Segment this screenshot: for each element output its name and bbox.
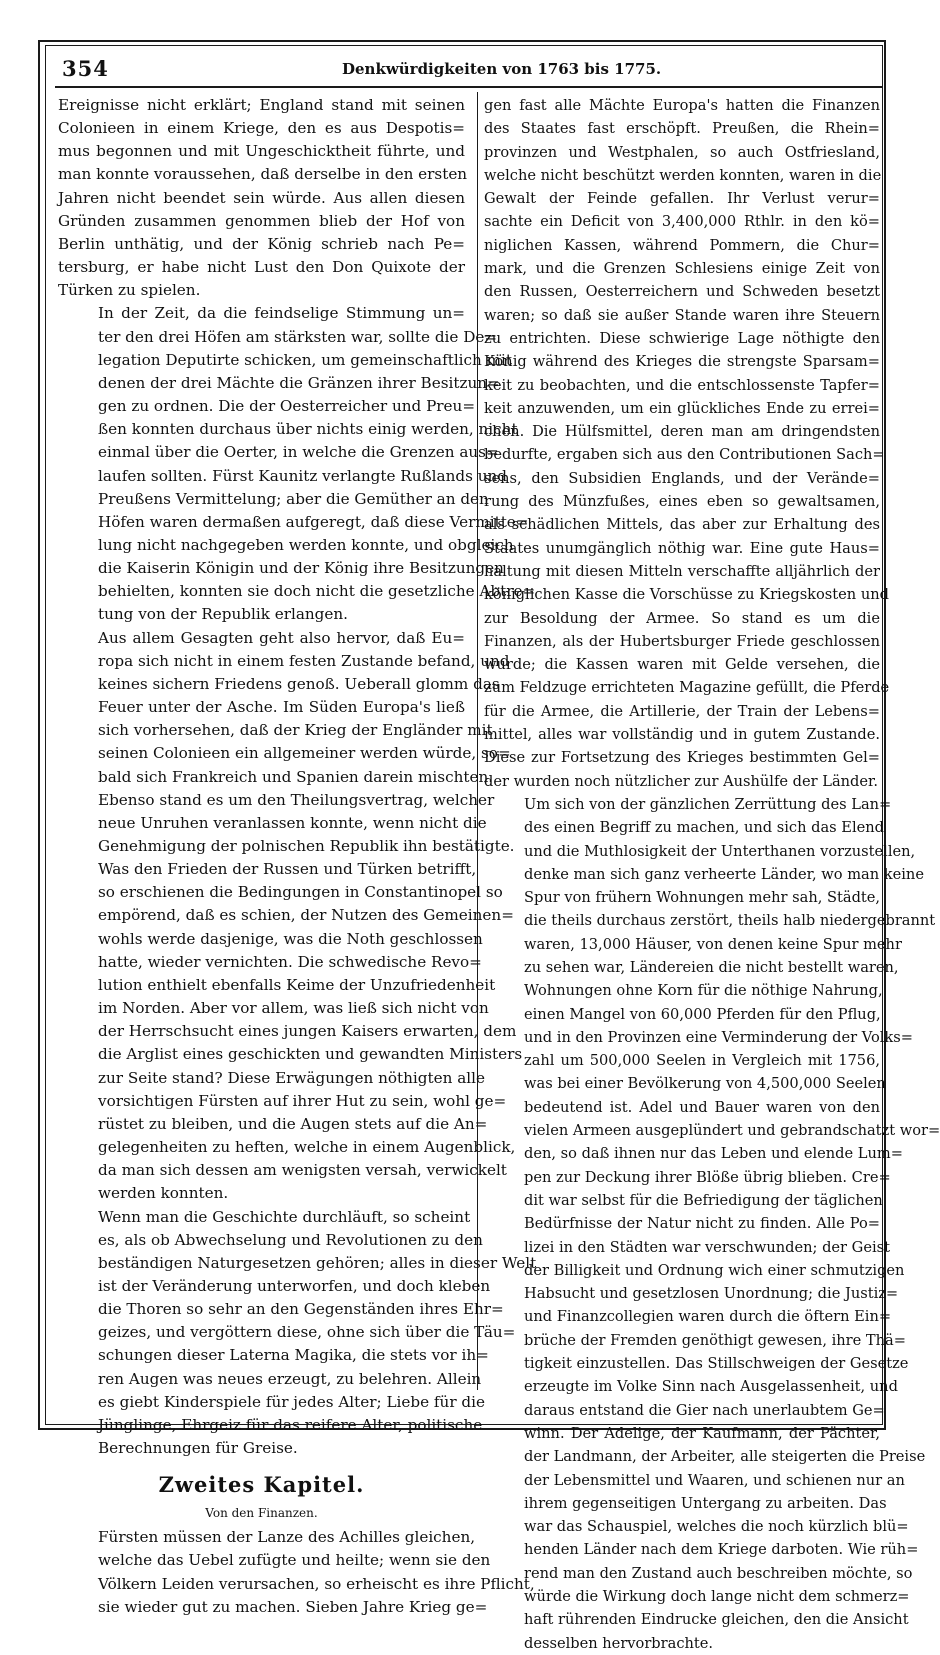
text-line: keines sichern Friedens genoß. Ueberall glomm das	[98, 674, 500, 693]
text-line: tung von der Republik erlangen.	[98, 605, 349, 624]
text-line: Was den Frieden der Russen und Türken betrifft,	[98, 860, 477, 879]
text-line: Feuer unter der Asche. Im Süden Europa's ließ	[98, 698, 465, 717]
text-line: den Russen, Oesterreichern und Schweden besetzt	[484, 283, 880, 301]
text-line: behielten, konnten sie doch nicht die gesetzliche Abtre=	[98, 582, 536, 601]
text-line: König während des Krieges die strengste Sparsam=	[484, 353, 880, 371]
text-line: wurde; die Kassen waren mit Gelde versehen, die	[484, 656, 880, 674]
text-line: im Norden. Aber vor allem, was ließ sich nicht von	[98, 999, 489, 1018]
text-line: königlichen Kasse die Vorschüsse zu Kriegskosten und	[484, 586, 889, 604]
chapter-title: Zweites Kapitel.	[158, 1472, 365, 1498]
text-line: der wurden noch nützlicher zur Aushülfe der Länder.	[484, 772, 879, 790]
paragraph	[58, 94, 468, 302]
text-line: Finanzen, als der Hubertsburger Friede geschlossen	[484, 632, 880, 650]
text-line: mark, und die Grenzen Schlesiens einige Zeit von	[484, 260, 880, 278]
text-line: man konnte voraussehen, daß derselbe in den ersten	[58, 165, 468, 184]
text-line: haltung mit diesen Mitteln verschaffte alljährlich der	[484, 562, 880, 580]
text-line: keit anzuwenden, um ein glückliches Ende zu errei=	[484, 399, 880, 417]
text-line: des einen Begriff zu machen, und sich das Elend	[524, 819, 885, 837]
text-line: Diese zur Fortsetzung des Krieges bestimmten Gel=	[484, 749, 880, 767]
text-line: Jünglinge, Ehrgeiz für das reifere Alter, politische	[98, 1415, 483, 1434]
text-line: da man sich dessen am wenigsten versah, verwickelt	[98, 1161, 507, 1180]
text-line: provinzen und Westphalen, so auch Ostfriesland,	[484, 143, 880, 161]
text-line: welche nicht beschützt werden konnten, waren in die	[484, 166, 882, 184]
text-line: bedurfte, ergaben sich aus den Contributionen Sach=	[484, 446, 885, 464]
text-line: Jahren nicht beendet sein würde. Aus allen diesen	[58, 188, 465, 207]
text-line: als schädlichen Mittels, das aber zur Erhaltung des	[484, 516, 880, 534]
header-rule	[55, 86, 883, 88]
text-line: Höfen waren dermaßen aufgeregt, daß diese Vermitte=	[98, 512, 529, 531]
text-line: der Herrschsucht eines jungen Kaisers erwarten, dem	[98, 1022, 517, 1041]
text-line: die Thoren so sehr an den Gegenständen ihres Ehr=	[98, 1300, 504, 1319]
text-line: des Staates fast erschöpft. Preußen, die Rhein=	[484, 120, 880, 138]
text-line: lung nicht nachgegeben werden konnte, und obgleich	[98, 535, 514, 554]
text-line: vielen Armeen ausgeplündert und gebrandschatzt wor=	[524, 1122, 940, 1140]
text-line: zum Feldzuge errichteten Magazine gefüllt, die Pferde	[484, 679, 890, 697]
text-line: zu entrichten. Diese schwierige Lage nöthigte den	[484, 329, 880, 347]
text-line: Um sich von der gänzlichen Zerrüttung des Lan=	[524, 795, 892, 813]
chapter-subtitle: Von den Finanzen.	[205, 1506, 318, 1521]
text-line: welche das Uebel zufügte und heilte; wenn sie den	[98, 1551, 491, 1570]
text-line: der Billigkeit und Ordnung wich einer schmutzigen	[524, 1261, 905, 1279]
text-line: laufen sollten. Fürst Kaunitz verlangte Rußlands und	[98, 466, 507, 485]
text-line: pen zur Deckung ihrer Blöße übrig blieben. Cre=	[524, 1168, 891, 1186]
text-line: die Kaiserin Königin und der König ihre Besitzungen	[98, 559, 504, 578]
text-line: zu sehen war, Ländereien die nicht bestellt waren,	[524, 958, 899, 976]
text-line: Habsucht und gesetzlosen Unordnung; die Justiz=	[524, 1285, 899, 1303]
text-line: tersburg, er habe nicht Lust den Don Quixote der	[58, 258, 465, 277]
text-line: lution enthielt ebenfalls Keime der Unzufriedenheit	[98, 975, 496, 994]
paragraph	[58, 1206, 537, 1461]
text-line: gelegenheiten zu heften, welche in einem Augenblick,	[98, 1138, 516, 1157]
text-line: Colonieen in einem Kriege, den es aus Despotis=	[58, 119, 465, 138]
text-line: und in den Provinzen eine Verminderung der Volks=	[524, 1028, 913, 1046]
text-line: Ereignisse nicht erklärt; England stand mit seinen	[58, 96, 465, 114]
paragraph	[484, 94, 890, 793]
text-line: würde die Wirkung doch lange nicht dem schmerz=	[524, 1588, 910, 1605]
running-title: Denkwürdigkeiten von 1763 bis 1775.	[342, 60, 662, 78]
text-line: Wenn man die Geschichte durchläuft, so scheint	[98, 1207, 471, 1226]
text-line: henden Länder nach dem Kriege darboten. Wie rüh=	[524, 1541, 919, 1559]
text-line: und Finanzcollegien waren durch die öftern Ein=	[524, 1308, 892, 1326]
text-line: Bedürfnisse der Natur nicht zu finden. Alle Po=	[524, 1215, 880, 1233]
text-line: Staates unumgänglich nöthig war. Eine gute Haus=	[484, 539, 880, 557]
text-line: mus begonnen und mit Ungeschicktheit führte, und	[58, 142, 465, 161]
paragraph	[58, 302, 536, 626]
text-line: war das Schauspiel, welches die noch kürzlich blü=	[524, 1518, 909, 1536]
page-number: 354	[62, 56, 109, 81]
text-line: der Landmann, der Arbeiter, alle steigerten die Preise	[524, 1448, 926, 1466]
text-line: wohls werde dasjenige, was die Noth geschlossen	[98, 929, 483, 948]
text-line: Gründen zusammen genommen blieb der Hof von	[58, 211, 465, 230]
text-line: sich vorhersehen, daß der Krieg der Engländer mit	[98, 721, 493, 740]
left-column	[58, 94, 537, 1619]
text-line: zahl um 500,000 Seelen in Vergleich mit 1756,	[524, 1052, 880, 1070]
text-line: Spur von frühern Wohnungen mehr sah, Städte,	[524, 889, 881, 907]
text-line: tigkeit einzustellen. Das Stillschweigen der Gesetze	[524, 1355, 909, 1373]
text-line: zur Seite stand? Diese Erwägungen nöthigten alle	[98, 1068, 485, 1087]
text-line: mittel, alles war vollständig und in gutem Zustande.	[484, 726, 880, 744]
text-line: geizes, und vergöttern diese, ohne sich über die Täu=	[98, 1323, 516, 1342]
text-line: desselben hervorbrachte.	[524, 1634, 714, 1652]
text-line: und die Muthlosigkeit der Unterthanen vorzustellen,	[524, 842, 916, 860]
text-line: der Lebensmittel und Waaren, und schienen nur an	[524, 1471, 905, 1489]
text-line: sie wieder gut zu machen. Sieben Jahre Krieg ge=	[98, 1597, 488, 1616]
text-line: es, als ob Abwechselung und Revolutionen zu den	[98, 1230, 483, 1249]
text-line: Wohnungen ohne Korn für die nöthige Nahrung,	[524, 982, 883, 1000]
text-line: seinen Colonieen ein allgemeiner werden würde, so=	[98, 744, 511, 763]
paragraph	[58, 627, 523, 1206]
text-line: chen. Die Hülfsmittel, deren man am dringendsten	[484, 423, 880, 441]
text-line: Fürsten müssen der Lanze des Achilles gleichen,	[98, 1528, 476, 1547]
text-line: es giebt Kinderspiele für jedes Alter; Liebe für die	[98, 1392, 485, 1411]
text-line: ihrem gegenseitigen Untergang zu arbeiten. Das	[524, 1494, 887, 1512]
text-line: einen Mangel von 60,000 Pferden für den Pflug,	[524, 1005, 881, 1023]
text-line: die theils durchaus zerstört, theils halb niedergebrannt	[524, 912, 936, 930]
text-line: keit zu beobachten, und die entschlossenste Tapfer=	[484, 376, 880, 394]
text-line: legation Deputirte schicken, um gemeinschaftlich mit	[98, 350, 513, 369]
text-line: denen der drei Mächte die Gränzen ihrer Besitzun=	[98, 373, 500, 392]
text-line: werden konnten.	[98, 1184, 229, 1203]
text-line: Berlin unthätig, und der König schrieb nach Pe=	[58, 234, 465, 253]
text-line: rung des Münzfußes, eines eben so gewaltsamen,	[484, 493, 880, 511]
text-line: empörend, daß es schien, der Nutzen des Gemeinen=	[98, 906, 514, 925]
text-line: In der Zeit, da die feindselige Stimmung un=	[98, 304, 465, 323]
text-line: denke man sich ganz verheerte Länder, wo man keine	[524, 865, 924, 883]
text-line: Aus allem Gesagten geht also hervor, daß Eu=	[98, 628, 465, 647]
text-line: haft rührenden Eindrucke gleichen, den die Ansicht	[524, 1611, 909, 1629]
text-line: bedeutend ist. Adel und Bauer waren von den	[524, 1098, 880, 1116]
text-line: lizei in den Städten war verschwunden; der Geist	[524, 1238, 890, 1256]
text-line: ter den drei Höfen am stärksten war, sollte die De=	[98, 327, 498, 346]
text-line: Türken zu spielen.	[58, 281, 201, 300]
text-line: bald sich Frankreich und Spanien darein mischten.	[98, 767, 494, 786]
paragraph	[484, 793, 940, 1655]
text-line: den, so daß ihnen nur das Leben und elende Lum=	[524, 1145, 903, 1163]
text-line: ßen konnten durchaus über nichts einig werden, nicht	[98, 420, 518, 439]
text-line: Ebenso stand es um den Theilungsvertrag, welcher	[98, 790, 495, 809]
text-line: Genehmigung der polnischen Republik ihn bestätigte.	[98, 837, 515, 855]
text-line: beständigen Naturgesetzen gehören; alles in dieser Welt	[98, 1253, 537, 1272]
text-line: zur Besoldung der Armee. So stand es um die	[484, 609, 880, 627]
text-line: waren, 13,000 Häuser, von denen keine Spur mehr	[524, 935, 902, 953]
text-line: Preußens Vermittelung; aber die Gemüther an den	[98, 489, 489, 508]
paragraph	[58, 1526, 535, 1619]
text-line: brüche der Fremden genöthigt gewesen, ihre Thä=	[524, 1331, 906, 1349]
text-line: daraus entstand die Gier nach unerlaubtem Ge=	[524, 1401, 885, 1419]
text-line: Gewalt der Feinde gefallen. Ihr Verlust verur=	[484, 190, 880, 208]
text-line: gen fast alle Mächte Europa's hatten die Finanzen	[484, 97, 880, 114]
text-line: ren Augen was neues erzeugt, zu belehren. Allein	[98, 1369, 482, 1388]
text-line: dit war selbst für die Befriedigung der täglichen	[524, 1191, 883, 1209]
text-line: sens, den Subsidien Englands, und der Verände=	[484, 469, 880, 487]
text-line: waren; so daß sie außer Stande waren ihre Steuern	[484, 306, 880, 324]
text-line: rüstet zu bleiben, und die Augen stets auf die An=	[98, 1114, 488, 1133]
text-line: so erschienen die Bedingungen in Constantinopel so	[98, 883, 503, 902]
text-line: neue Unruhen veranlassen konnte, wenn nicht die	[98, 813, 487, 832]
text-line: ropa sich nicht in einem festen Zustande befand, und	[98, 651, 510, 670]
text-line: Völkern Leiden verursachen, so erheischt es ihre Pflicht,	[98, 1574, 535, 1593]
text-line: Berechnungen für Greise.	[98, 1439, 298, 1458]
text-line: gen zu ordnen. Die der Oesterreicher und Preu=	[98, 397, 476, 416]
text-line: rend man den Zustand auch beschreiben möchte, so	[524, 1564, 913, 1582]
page-header	[62, 56, 882, 82]
text-line: winn. Der Adelige, der Kaufmann, der Pächter,	[524, 1424, 880, 1442]
text-line: für die Armee, die Artillerie, der Train der Lebens=	[484, 702, 880, 720]
text-line: was bei einer Bevölkerung von 4,500,000 Seelen	[524, 1075, 886, 1093]
text-line: ist der Veränderung unterworfen, und doch kleben	[98, 1276, 491, 1295]
text-line: hatte, wieder vernichten. Die schwedische Revo=	[98, 952, 482, 971]
text-line: erzeugte im Volke Sinn nach Ausgelassenheit, und	[524, 1378, 898, 1396]
text-line: schungen dieser Laterna Magika, die stets vor ih=	[98, 1346, 489, 1365]
text-line: einmal über die Oerter, in welche die Grenzen aus=	[98, 443, 499, 462]
text-line: die Arglist eines geschickten und gewandten Ministers	[98, 1045, 523, 1064]
text-line: niglichen Kassen, während Pommern, die Chur=	[484, 236, 880, 254]
text-line: vorsichtigen Fürsten auf ihrer Hut zu sein, wohl ge=	[98, 1091, 507, 1110]
text-line: sachte ein Deficit von 3,400,000 Rthlr. in den kö=	[484, 213, 880, 231]
right-column	[484, 94, 940, 1655]
